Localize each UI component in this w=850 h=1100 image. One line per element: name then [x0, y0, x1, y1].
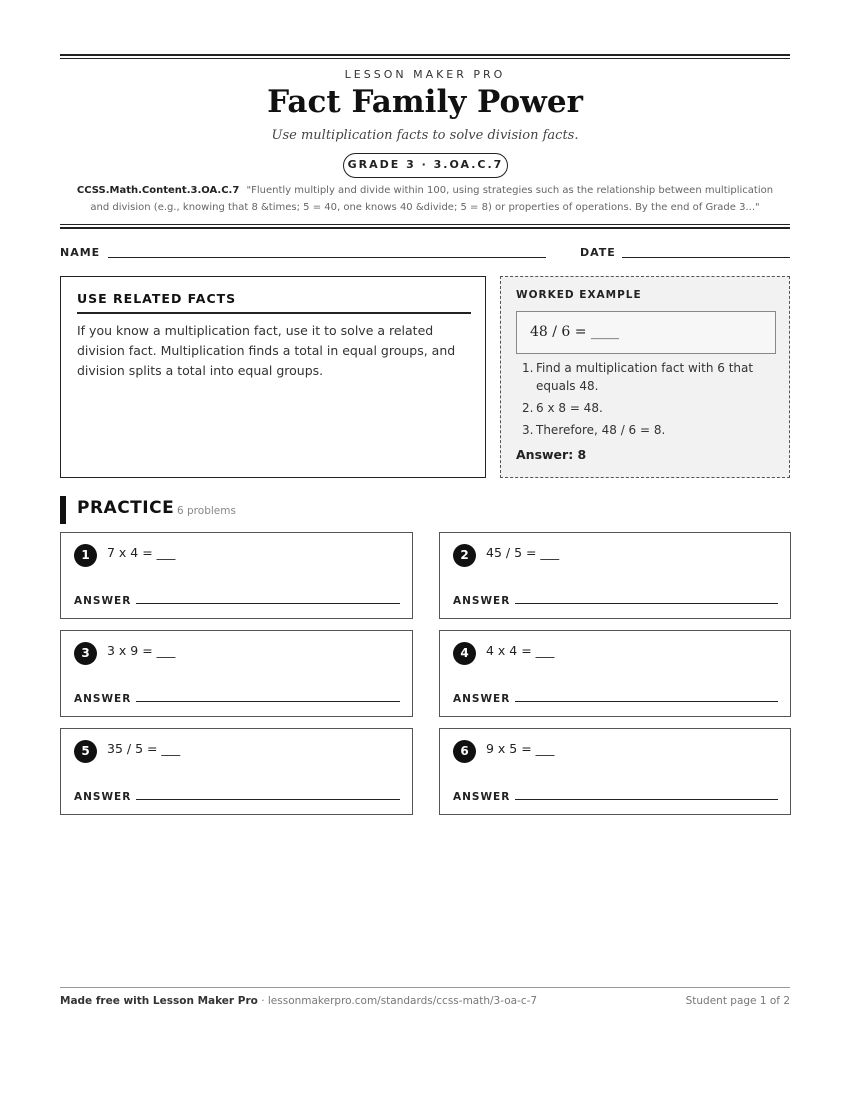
problem-card-1 — [60, 532, 413, 619]
step-number: 3. — [522, 423, 534, 437]
related-facts-heading: USE RELATED FACTS — [77, 291, 471, 314]
name-field[interactable] — [108, 257, 546, 258]
worked-example-box — [500, 276, 790, 478]
problem-card-5 — [60, 728, 413, 815]
answer-field[interactable] — [136, 701, 400, 702]
answer-label: ANSWER — [74, 595, 132, 607]
standard-text: "Fluently multiply and divide within 100, using strategies such as the relationship between multiplication and division (e.g., knowing that 8 &times; 5 = 40, one knows 40 &divide; 5 = 8) or properties of operations. By the end of Grade 3..." — [90, 185, 774, 213]
problem-number-badge: 4 — [453, 642, 476, 665]
problem-text: 7 x 4 = ___ — [107, 545, 176, 560]
step-number: 2. — [522, 401, 534, 415]
problem-text: 3 x 9 = ___ — [107, 643, 176, 658]
footer-credit — [60, 995, 537, 1007]
worked-example-step — [516, 399, 776, 417]
footer-made-with: Made free with Lesson Maker Pro — [60, 995, 258, 1007]
footer-rule — [60, 987, 790, 988]
date-field[interactable] — [622, 257, 790, 258]
footer-page-number: Student page 1 of 2 — [685, 995, 790, 1007]
answer-label: ANSWER — [453, 693, 511, 705]
problem-text: 35 / 5 = ___ — [107, 741, 181, 756]
page-title: Fact Family Power — [267, 84, 583, 120]
practice-title: PRACTICE — [77, 498, 175, 518]
brand-name: LESSON MAKER PRO — [344, 68, 506, 81]
step-text: 6 x 8 = 48. — [536, 401, 603, 415]
problem-text: 45 / 5 = ___ — [486, 545, 560, 560]
problem-text: 9 x 5 = ___ — [486, 741, 555, 756]
standard-description — [66, 182, 784, 216]
problem-number-badge: 5 — [74, 740, 97, 763]
page-subtitle: Use multiplication facts to solve division facts. — [271, 128, 579, 143]
problem-number-badge: 3 — [74, 642, 97, 665]
problem-card-3 — [60, 630, 413, 717]
practice-count: 6 problems — [177, 505, 236, 517]
worked-example-step — [516, 359, 776, 395]
worked-example-heading: WORKED EXAMPLE — [516, 289, 642, 301]
grade-badge: GRADE 3 · 3.OA.C.7 — [343, 153, 508, 178]
problem-card-6 — [439, 728, 791, 815]
answer-label: ANSWER — [74, 791, 132, 803]
worked-example-problem: 48 / 6 = ____ — [516, 311, 776, 354]
answer-label: ANSWER — [453, 791, 511, 803]
worked-example-steps — [516, 359, 776, 443]
problem-card-4 — [439, 630, 791, 717]
answer-field[interactable] — [515, 799, 778, 800]
name-label: NAME — [60, 246, 101, 259]
worked-example-answer: Answer: 8 — [516, 447, 587, 462]
step-text: Therefore, 48 / 6 = 8. — [536, 423, 666, 437]
practice-accent-bar — [60, 496, 66, 524]
header-bottom-rule — [60, 224, 790, 229]
standard-code: CCSS.Math.Content.3.OA.C.7 — [76, 185, 240, 196]
answer-field[interactable] — [515, 603, 778, 604]
problem-number-badge: 2 — [453, 544, 476, 567]
problem-number-badge: 1 — [74, 544, 97, 567]
step-number: 1. — [522, 361, 534, 375]
footer-url[interactable]: · lessonmakerpro.com/standards/ccss-math/3-oa-c-7 — [257, 995, 538, 1007]
answer-label: ANSWER — [74, 693, 132, 705]
answer-field[interactable] — [136, 603, 400, 604]
worked-example-step — [516, 421, 776, 439]
problem-text: 4 x 4 = ___ — [486, 643, 555, 658]
answer-label: ANSWER — [453, 595, 511, 607]
answer-field[interactable] — [515, 701, 778, 702]
problem-number-badge: 6 — [453, 740, 476, 763]
related-facts-box — [60, 276, 486, 478]
step-text: Find a multiplication fact with 6 that equals 48. — [536, 361, 754, 393]
header-top-rule — [60, 54, 790, 59]
date-label: DATE — [580, 246, 616, 259]
related-facts-text: If you know a multiplication fact, use it to solve a related division fact. Multiplication finds a total in equal groups, and division splits a total into equal groups. — [77, 323, 456, 378]
problem-card-2 — [439, 532, 791, 619]
answer-field[interactable] — [136, 799, 400, 800]
